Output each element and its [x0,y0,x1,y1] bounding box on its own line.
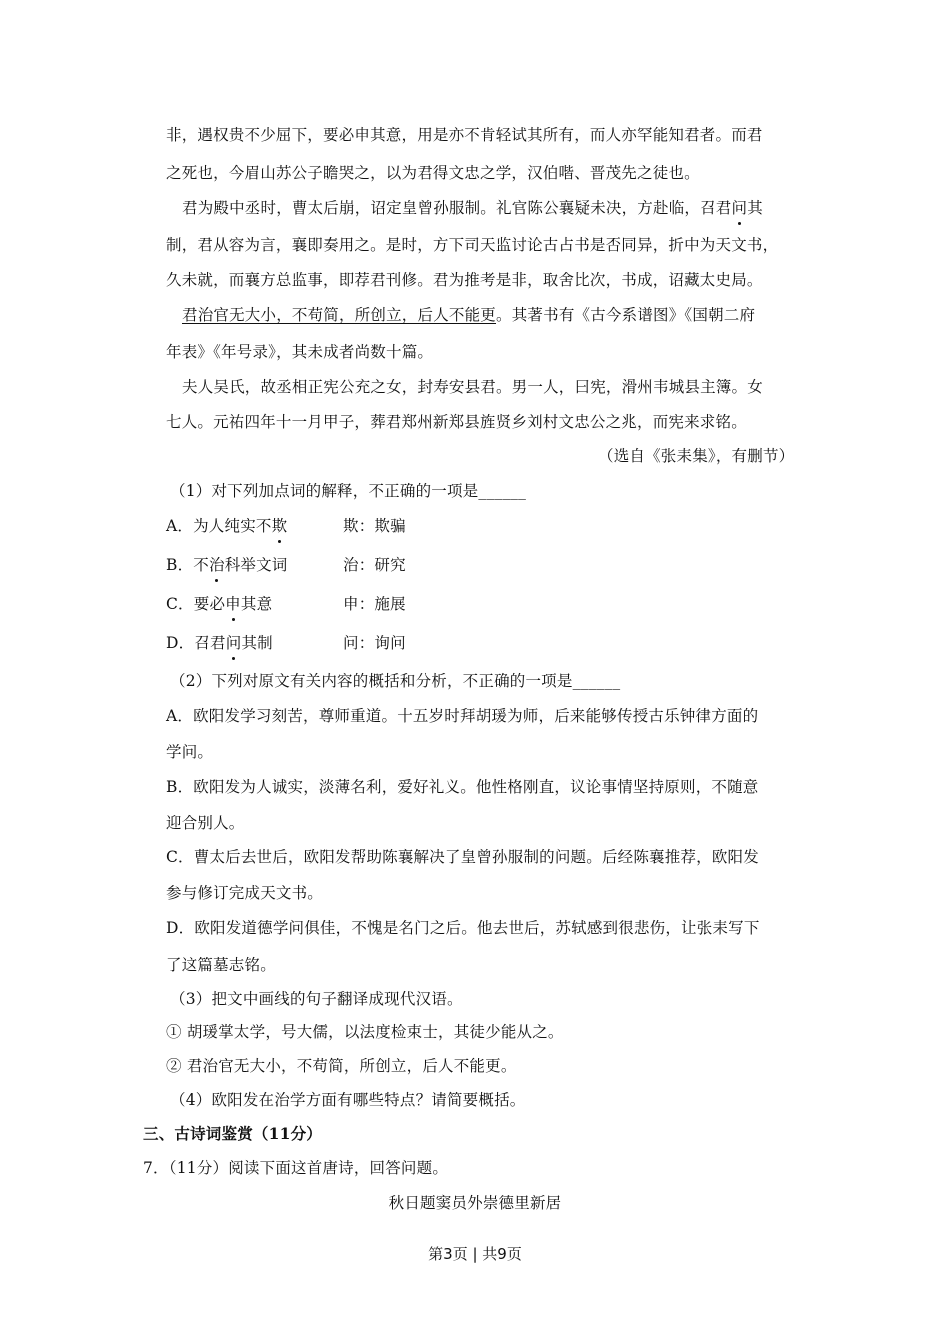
dotted-word: 问 [225,634,242,652]
option-meaning: 问：询问 [343,634,406,652]
option-text: 参与修订完成天文书。 [166,884,324,902]
option-text: D．欧阳发道德学问俱佳，不愧是名门之后。他去世后，苏轼感到很悲伤，让张耒写下 [166,919,760,937]
passage-line [182,197,763,219]
option-text: B．不治科举文词 [166,556,288,574]
translation-sentence: ② 君治官无大小，不苟简，所创立，后人不能更。 [166,1057,517,1075]
passage-text: 非，遇权贵不少屈下，要必申其意，用是亦不肯轻试其所有，而人亦罕能知君者。而君 [166,126,763,144]
section-heading [143,1123,322,1145]
question-stem: （1）对下列加点词的解释，不正确的一项是______ [170,482,527,500]
q1-stem [170,480,526,502]
option-text: D．召君问其制 [166,634,273,652]
question-stem: （2）下列对原文有关内容的概括和分析，不正确的一项是______ [170,672,621,690]
dotted-word: 治 [209,556,225,574]
passage-line [182,304,755,326]
passage-line [166,124,763,146]
underlined-sentence: 君治官无大小，不苟简，所创立，后人不能更 [182,306,497,324]
passage-line [166,234,778,256]
passage-line [166,162,700,184]
q3-sentence-1 [166,1021,564,1043]
passage-text: 久未就，而襄方总监事，即荐君刊修。君为推考是非，取舍比次，书成，诏藏太史局。 [166,271,763,289]
passage-source [598,445,794,467]
q4-stem [170,1089,525,1111]
q3-stem [170,988,463,1010]
option-text: A．欧阳发学习刻苦，尊师重道。十五岁时拜胡瑗为师，后来能够传授古乐钟律方面的 [166,707,759,725]
q2-option-d-cont [166,954,276,976]
passage-text: 其 [747,199,763,217]
section-title: 三、古诗词鉴赏（11分） [143,1124,322,1143]
q2-option-b [166,776,759,798]
page-number: 第3页 | 共9页 [428,1245,522,1263]
q3-sentence-2 [166,1055,517,1077]
q2-option-b-cont [166,812,245,834]
q2-option-c [166,846,759,868]
option-meaning: 欺：欺骗 [343,517,406,535]
q2-option-c-cont [166,882,323,904]
passage-text: 夫人吴氏，故丞相正宪公充之女，封寿安县君。男一人，曰宪，滑州韦城县主簿。女 [182,378,763,396]
passage-text: 君为殿中丞时，曹太后崩，诏定皇曾孙服制。礼官陈公襄疑未决，方赴临，召君 [182,199,732,217]
option-meaning: 治：研究 [343,556,406,574]
passage-text: 七人。元祐四年十一月甲子，葬君郑州新郑县旌贤乡刘村文忠公之兆，而宪来求铭。 [166,413,747,431]
question-stem: 7．（11分）阅读下面这首唐诗，回答问题。 [143,1159,449,1177]
q2-option-d [166,917,760,939]
passage-text: 制，君从容为言，襄即奏用之。是时，方下司天监讨论古占书是否同异，折中为天文书， [166,236,779,254]
source-text: （选自《张耒集》，有删节） [598,447,795,465]
passage-line [166,269,763,291]
q2-option-a [166,705,758,727]
option-text: 迎合别人。 [166,814,245,832]
poem-title [0,1192,950,1214]
passage-text: 之死也，今眉山苏公子瞻哭之，以为君得文忠之学，汉伯喈、晋茂先之徒也。 [166,164,700,182]
option-text: C．要必申其意 [166,595,273,613]
q2-option-a-cont [166,741,213,763]
option-text: A．为人纯实不欺 [166,517,288,535]
passage-line [182,376,763,398]
option-text: 了这篇墓志铭。 [166,956,276,974]
option-text: 学问。 [166,743,214,761]
q2-stem [170,670,620,692]
option-meaning: 申：施展 [343,595,406,613]
option-text: B．欧阳发为人诚实，淡薄名利，爱好礼义。他性格刚直，议论事情坚持原则，不随意 [166,778,759,796]
poem-title-text: 秋日题窦员外崇德里新居 [388,1194,562,1212]
q7-stem [143,1157,448,1179]
dotted-word: 问 [731,199,748,217]
question-stem: （3）把文中画线的句子翻译成现代汉语。 [170,990,463,1008]
passage-line [166,411,747,433]
dotted-word: 申 [225,595,241,613]
passage-text: 。其著书有《古今系谱图》《国朝二府 [496,306,756,324]
translation-sentence: ① 胡瑗掌太学，号大儒，以法度检束士，其徒少能从之。 [166,1023,564,1041]
page-footer [0,1243,950,1265]
passage-text: 年表》《年号录》，其未成者尚数十篇。 [166,343,434,361]
option-text: C．曹太后去世后，欧阳发帮助陈襄解决了皇曾孙服制的问题。后经陈襄推荐，欧阳发 [166,848,759,866]
passage-line [166,341,433,363]
dotted-word: 欺 [271,517,288,535]
question-stem: （4）欧阳发在治学方面有哪些特点？请简要概括。 [170,1091,526,1109]
